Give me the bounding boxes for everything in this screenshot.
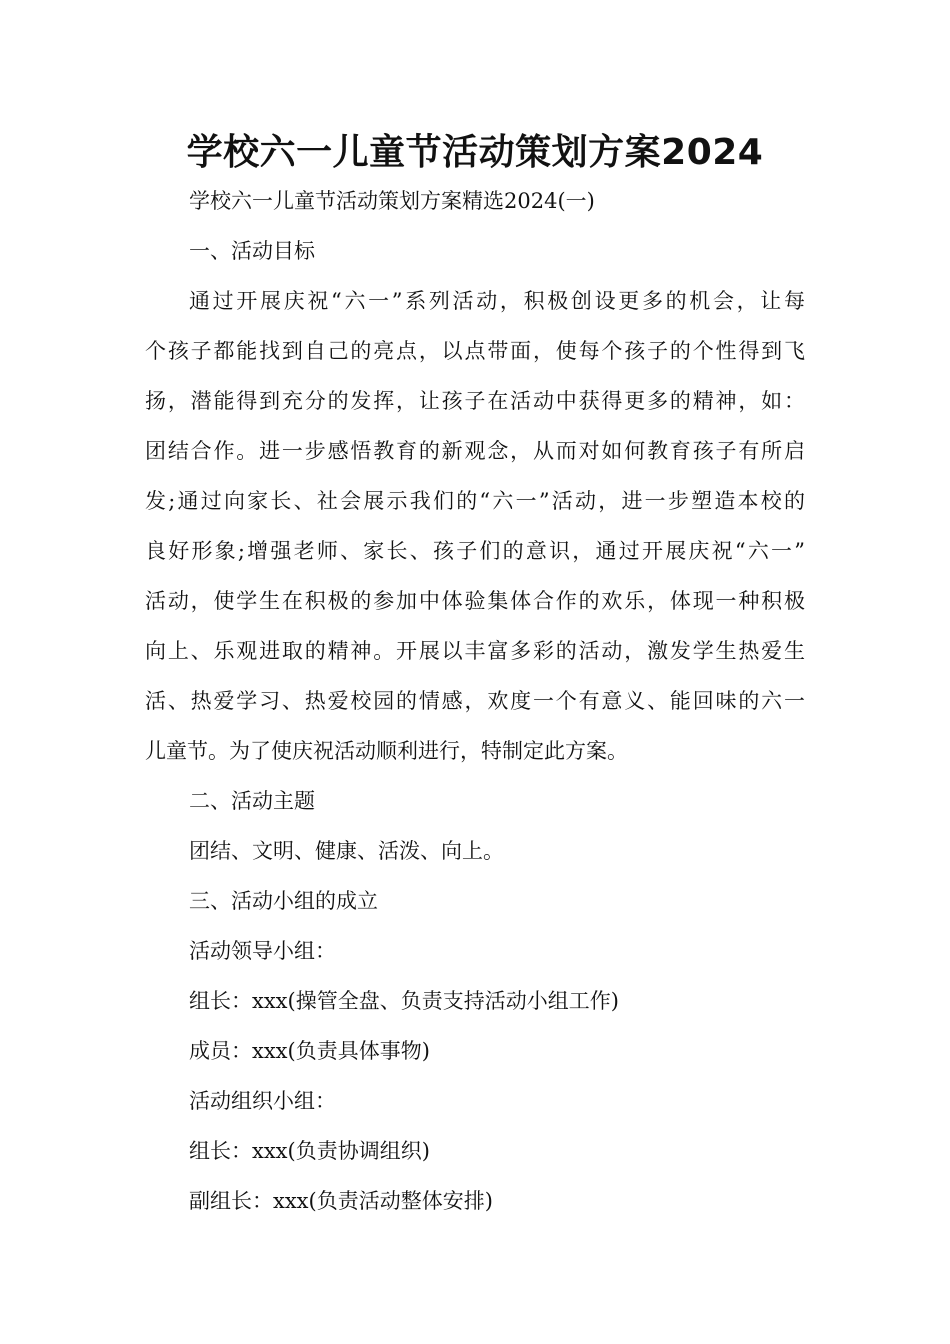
section-heading-groups: 三、活动小组的成立 bbox=[189, 889, 378, 913]
document-body bbox=[145, 176, 805, 1226]
leader-line: 组长：xxx(操管全盘、负责支持活动小组工作) bbox=[189, 989, 619, 1013]
theme-text: 团结、文明、健康、活泼、向上。 bbox=[189, 839, 504, 863]
paragraph-line: 向上、乐观进取的精神。开展以丰富多彩的活动，激发学生热爱生 bbox=[145, 639, 805, 663]
document-title: 学校六一儿童节活动策划方案2024 bbox=[186, 132, 764, 173]
organizing-group-label: 活动组织小组： bbox=[189, 1089, 336, 1113]
org-leader-line: 组长：xxx(负责协调组织) bbox=[189, 1139, 430, 1163]
paragraph-line: 活、热爱学习、热爱校园的情感，欢度一个有意义、能回味的六一 bbox=[145, 689, 805, 713]
leadership-group-label: 活动领导小组： bbox=[189, 939, 336, 963]
paragraph-line: 团结合作。进一步感悟教育的新观念，从而对如何教育孩子有所启 bbox=[145, 439, 805, 463]
paragraph-line: 扬，潜能得到充分的发挥，让孩子在活动中获得更多的精神，如： bbox=[145, 389, 805, 413]
paragraph-line: 发;通过向家长、社会展示我们的“六一”活动，进一步塑造本校的 bbox=[145, 489, 805, 513]
paragraph-line: 通过开展庆祝“六一”系列活动，积极创设更多的机会，让每 bbox=[189, 289, 805, 313]
paragraph-line: 良好形象;增强老师、家长、孩子们的意识，通过开展庆祝“六一” bbox=[145, 539, 805, 563]
document-subtitle: 学校六一儿童节活动策划方案精选2024(一) bbox=[189, 189, 595, 213]
member-line: 成员：xxx(负责具体事物) bbox=[189, 1039, 430, 1063]
paragraph-line: 活动，使学生在积极的参加中体验集体合作的欢乐，体现一种积极 bbox=[145, 589, 805, 613]
section-heading-goals: 一、活动目标 bbox=[189, 239, 315, 263]
org-deputy-line: 副组长：xxx(负责活动整体安排) bbox=[189, 1189, 493, 1213]
section-heading-theme: 二、活动主题 bbox=[189, 789, 315, 813]
paragraph-line: 个孩子都能找到自己的亮点，以点带面，使每个孩子的个性得到飞 bbox=[145, 339, 805, 363]
paragraph-line-last: 儿童节。为了使庆祝活动顺利进行，特制定此方案。 bbox=[145, 739, 628, 763]
